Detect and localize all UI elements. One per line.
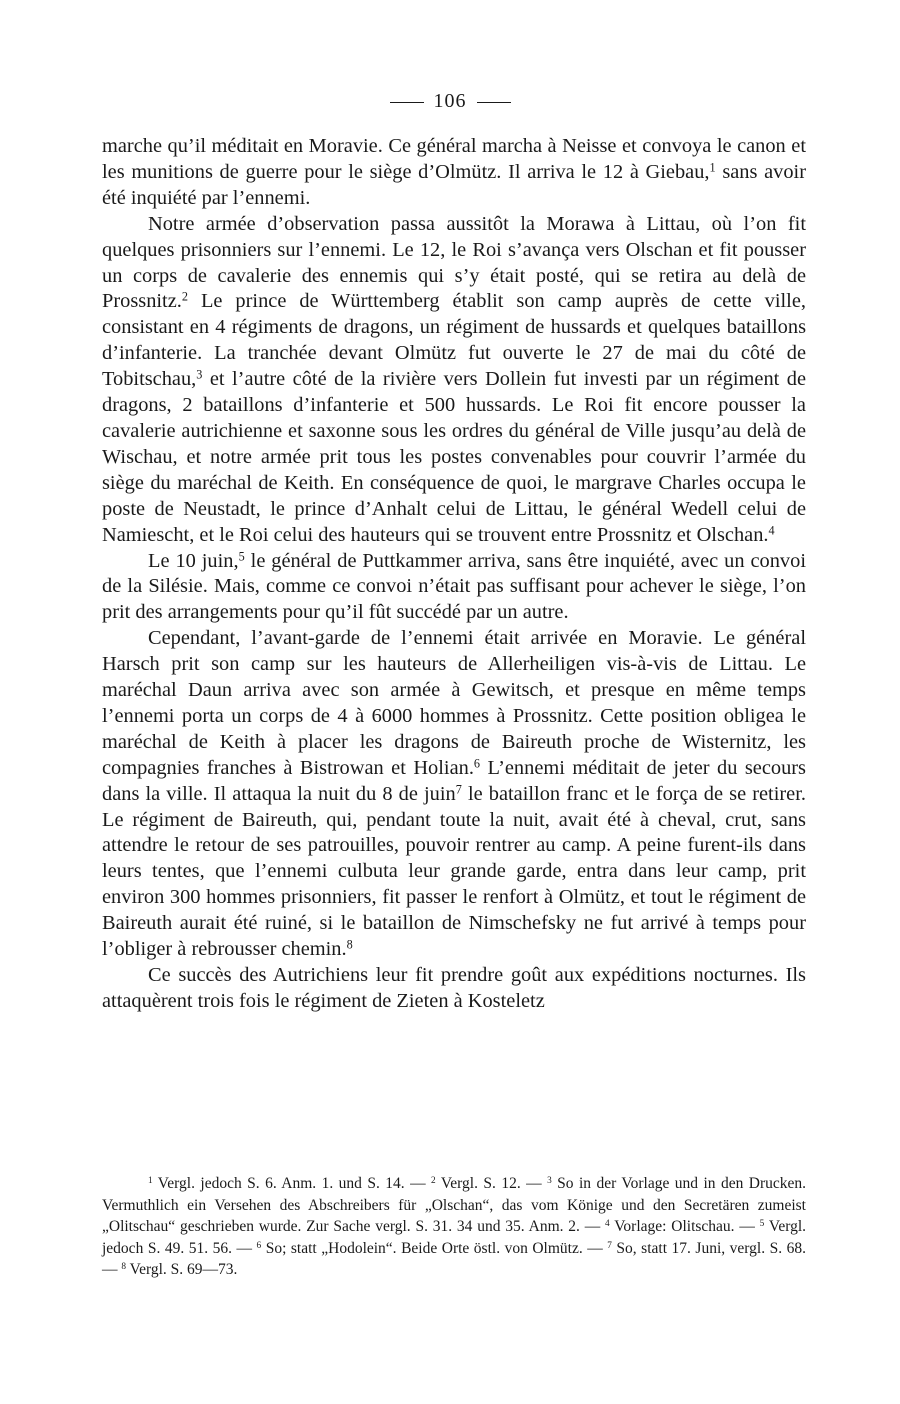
text-run: Ce succès des Autrichiens leur fit prendre goût aux expéditions nocturnes. Ils attaquèrent trois fois le régiment de Zieten à Kosteletz <box>102 964 806 1012</box>
footnote-marker: 5 <box>238 548 245 563</box>
footnote-marker: 8 <box>121 1262 127 1273</box>
text-run: Vergl. jedoch S. 49. 51. 56. — <box>102 1218 807 1257</box>
text-run: sans avoir été inquiété par l’ennemi. <box>102 160 806 209</box>
text-run: marche qu’il méditait en Moravie. Ce général marcha à Neisse et convoya le canon et les munitions de guerre pour le siège d’Olmütz. Il arriva le 12 à Giebau, <box>102 135 806 183</box>
paragraph <box>102 134 806 212</box>
paragraph <box>102 549 806 627</box>
text-run: Le 10 juin, <box>148 549 239 572</box>
footnotes <box>102 1173 806 1281</box>
text-run: So, statt 17. Juni, vergl. S. 68. — <box>102 1239 806 1279</box>
footnote-marker: 6 <box>473 756 481 771</box>
header-rule-left <box>390 102 424 103</box>
footnote-marker: 8 <box>346 937 353 952</box>
footnote-marker: 7 <box>607 1240 612 1251</box>
text-run: Vergl. S. 12. — <box>435 1175 548 1192</box>
text-run: So in der Vorlage und in den Drucken. Vermuthlich ein Versehen des Abschreibers für „Olschan“, das vom Könige und den Secretären zumeist „Olitschau“ geschrieben wurde. Zur Sache vergl. S. 31. 34 und 35. Anm. 2. — <box>102 1175 806 1236</box>
text-run: Le prince de Württemberg établit son camp auprès de cette ville, consistant en 4 régiments de dragons, un régiment de hussards et quelques bataillons d’infanterie. La tranchée devant Olmütz fut ouverte le 27 de mai du côté de Tobitschau, <box>102 290 806 391</box>
footnote-marker: 1 <box>709 160 716 175</box>
page-number: 106 <box>433 90 467 112</box>
text-run: Notre armée d’observation passa aussitôt la Morawa à Littau, où l’on fit quelques prisonniers sur l’ennemi. Le 12, le Roi s’avança vers Olschan et fit pousser un corps de cavalerie des ennemis qui s’y était posté, qui se retira au delà de Prossnitz. <box>102 212 806 313</box>
page-header <box>0 86 900 116</box>
paragraph <box>102 212 806 549</box>
text-run: Vorlage: Olitschau. — <box>609 1218 760 1236</box>
text-run: L’ennemi méditait de jeter du secours dans la ville. Il attaqua la nuit du 8 de juin <box>102 756 806 805</box>
text-run: Cependant, l’avant-garde de l’ennemi était arrivée en Moravie. Le général Harsch prit son camp sur les hauteurs de Allerheiligen vis-à-vis de Littau. Le maréchal Daun arriva avec son armée à Gewitsch, et presque en même temps l’ennemi porta un corps de 4 à 6000 hommes à Prossnitz. Cette position obligea le maréchal de Keith à placer les dragons de Baireuth proche de Wisternitz, les compagnies franches à Bistrowan et Holian. <box>102 627 806 779</box>
footnote-marker: 1 <box>148 1175 153 1186</box>
text-run: et l’autre côté de la rivière vers Dollein fut investi par un régiment de dragons, 2 bataillons d’infanterie et 500 hussards. Le Roi fit encore pousser la cavalerie autrichienne et saxonne sous les ordres du général de Ville jusqu’au delà de Wischau, et notre armée prit tous les postes convenables pour couvrir l’armée du siège du maréchal de Keith. En conséquence de quoi, le margrave Charles occupa le poste de Neustadt, le prince d’Anhalt celui de Littau, le général Wedell celui de Namiescht, et le Roi celui des hauteurs qui se trouvent entre Prossnitz et Olschan. <box>102 368 806 546</box>
text-run: le général de Puttkammer arriva, sans être inquiété, avec un convoi de la Silésie. Mais, comme ce convoi n’était pas suffisant pour achever le siège, l’on prit des arrangements pour qu’il fût succédé par un autre. <box>102 549 806 624</box>
footnote-marker: 5 <box>759 1219 765 1230</box>
footnote-paragraph <box>102 1173 806 1281</box>
main-text <box>102 134 806 1015</box>
footnote-marker: 6 <box>256 1240 262 1251</box>
text-run: So; statt „Hodolein“. Beide Orte östl. von Olmütz. — <box>261 1239 608 1257</box>
footnote-marker: 4 <box>768 522 775 537</box>
text-run: Vergl. jedoch S. 6. Anm. 1. und S. 14. — <box>152 1175 432 1192</box>
footnote-marker: 3 <box>547 1175 552 1186</box>
footnote-marker: 7 <box>455 781 462 796</box>
text-run: le bataillon franc et le força de se retirer. Le régiment de Baireuth, qui, pendant toute la nuit, avait été à cheval, crut, sans attendre le retour de ses patrouilles, pouvoir rentrer au camp. A peine furent-ils dans leurs tentes, que l’ennemi culbuta leur grande garde, entra dans leur camp, prit environ 300 hommes prisonniers, fit passer le renfort à Olmütz, et tout le régiment de Baireuth aurait été ruiné, si le bataillon de Nimschefsky ne fut arrivé à temps pour l’obliger à rebrousser chemin. <box>102 782 806 961</box>
footnote-marker: 3 <box>196 367 203 382</box>
footnote-marker: 2 <box>431 1175 436 1186</box>
paragraph <box>102 963 806 1015</box>
paragraph <box>102 626 806 963</box>
footnote-marker: 2 <box>181 289 188 304</box>
text-run: Vergl. S. 69—73. <box>126 1261 238 1279</box>
header-rule-right <box>477 102 511 103</box>
footnote-marker: 4 <box>605 1219 610 1230</box>
